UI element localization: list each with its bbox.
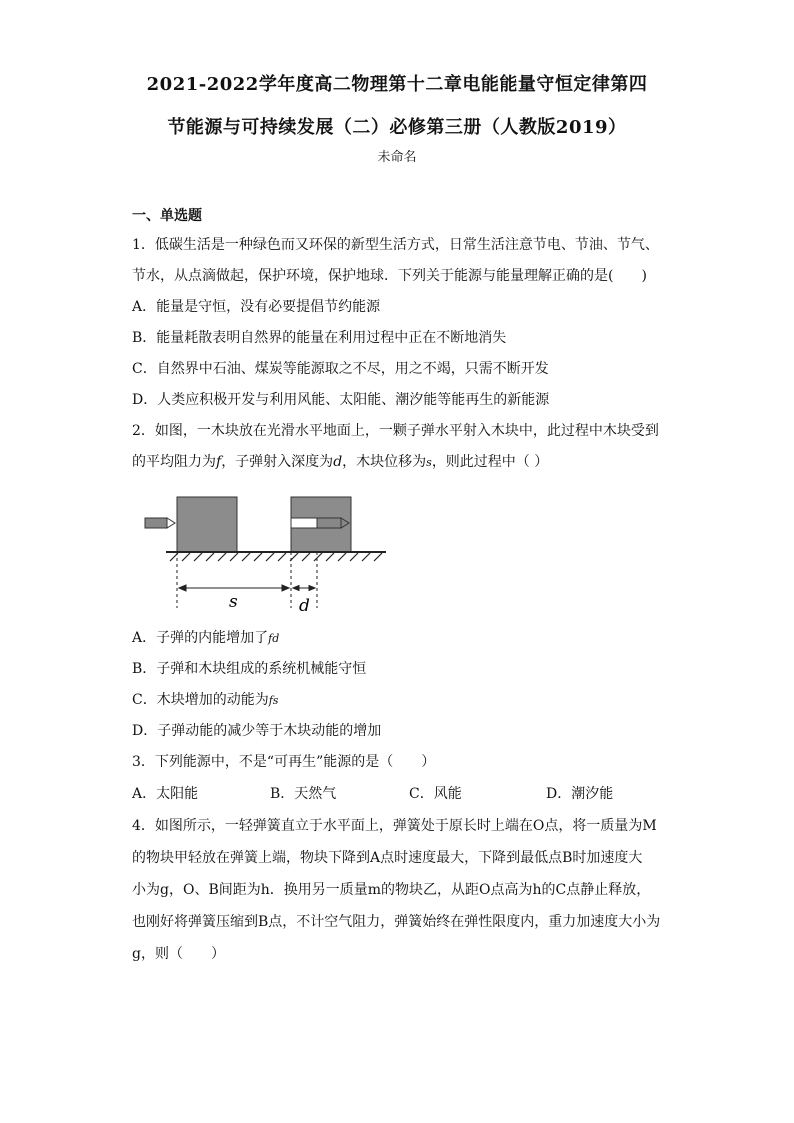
q4-stem-line5: g，则（ ） bbox=[132, 946, 225, 962]
q2-option-c bbox=[132, 689, 278, 709]
label-s: s bbox=[229, 592, 238, 612]
q1-option-d: D．人类应积极开发与利用风能、太阳能、潮汐能等能再生的新能源 bbox=[132, 392, 550, 408]
q3-option-d: D．潮汐能 bbox=[546, 786, 614, 802]
q2-var-s: s bbox=[426, 456, 432, 469]
q1-stem-line2: 节水，从点滴做起，保护环境，保护地球．下列关于能源与能量理解正确的是( ) bbox=[132, 268, 647, 284]
q2-stem-line2 bbox=[132, 451, 548, 471]
bullet-hole bbox=[291, 518, 317, 528]
dashed-guides bbox=[177, 552, 317, 608]
q1-option-c: C．自然界中石油、煤炭等能源取之不尽，用之不竭，只需不断开发 bbox=[132, 361, 549, 377]
section-heading: 一、单选题 bbox=[132, 208, 202, 224]
q2-var-d: d bbox=[333, 454, 343, 470]
s-dimension-arrow bbox=[179, 585, 289, 591]
q3-option-b: B．天然气 bbox=[270, 786, 337, 802]
q3-stem: 3．下列能源中，不是“可再生”能源的是（ ） bbox=[132, 754, 436, 770]
document-title-line1: 2021-2022学年度高二物理第十二章电能能量守恒定律第四 bbox=[146, 74, 648, 95]
q4-stem-line2: 的物块甲轻放在弹簧上端，物块下降到A点时速度最大，下降到最低点B时加速度大 bbox=[132, 850, 643, 866]
q3-option-a: A．太阳能 bbox=[132, 786, 199, 802]
block-initial bbox=[177, 497, 237, 552]
document-subtitle: 未命名 bbox=[377, 150, 417, 165]
d-dimension-arrow bbox=[293, 586, 315, 591]
q2-option-a-text: A．子弹的内能增加了 bbox=[132, 630, 269, 646]
q2-option-a-expr: fd bbox=[268, 632, 280, 645]
q3-option-c: C．风能 bbox=[409, 786, 462, 802]
q2-stem-text-a: 的平均阻力为 bbox=[132, 454, 216, 470]
q4-stem-line4: 也刚好将弹簧压缩到B点，不计空气阻力，弹簧始终在弹性限度内，重力加速度大小为 bbox=[132, 914, 661, 930]
q2-option-c-expr: fs bbox=[268, 694, 279, 707]
q2-option-a bbox=[132, 627, 279, 647]
q2-stem-text-b: ，子弹射入深度为 bbox=[221, 454, 334, 470]
ground-hatching bbox=[170, 553, 382, 561]
q2-var-f: f bbox=[216, 454, 222, 470]
document-title-line2: 节能源与可持续发展（二）必修第三册（人教版2019） bbox=[167, 117, 627, 138]
q1-option-a: A．能量是守恒，没有必要提倡节约能源 bbox=[132, 299, 381, 315]
bullet-tip-icon bbox=[167, 518, 175, 528]
q4-stem-line3: 小为g，O、B间距为h．换用另一质量m的物块乙，从距O点高为h的C点静止释放， bbox=[132, 882, 651, 898]
label-d: d bbox=[299, 596, 310, 615]
q1-stem-line1: 1．低碳生活是一种绿色而又环保的新型生活方式，日常生活注意节电、节油、节气、 bbox=[132, 237, 659, 253]
bullet-before-icon bbox=[145, 518, 167, 528]
q2-stem-text-c: ，木块位移为 bbox=[342, 454, 427, 470]
q4-stem-line1: 4．如图所示，一轻弹簧直立于水平面上，弹簧处于原长时上端在O点，将一质量为M bbox=[132, 818, 657, 834]
q2-stem-text-d: ，则此过程中（ ） bbox=[431, 454, 549, 470]
bullet-block-figure bbox=[140, 490, 390, 615]
q2-option-d: D．子弹动能的减少等于木块动能的增加 bbox=[132, 723, 382, 739]
q1-option-b: B．能量耗散表明自然界的能量在利用过程中正在不断地消失 bbox=[132, 330, 507, 346]
q2-stem-line1: 2．如图，一木块放在光滑水平地面上，一颗子弹水平射入木块中，此过程中木块受到 bbox=[132, 423, 659, 439]
q2-option-c-text: C．木块增加的动能为 bbox=[132, 692, 269, 708]
bullet-embedded-icon bbox=[317, 518, 341, 528]
q2-option-b: B．子弹和木块组成的系统机械能守恒 bbox=[132, 661, 367, 677]
